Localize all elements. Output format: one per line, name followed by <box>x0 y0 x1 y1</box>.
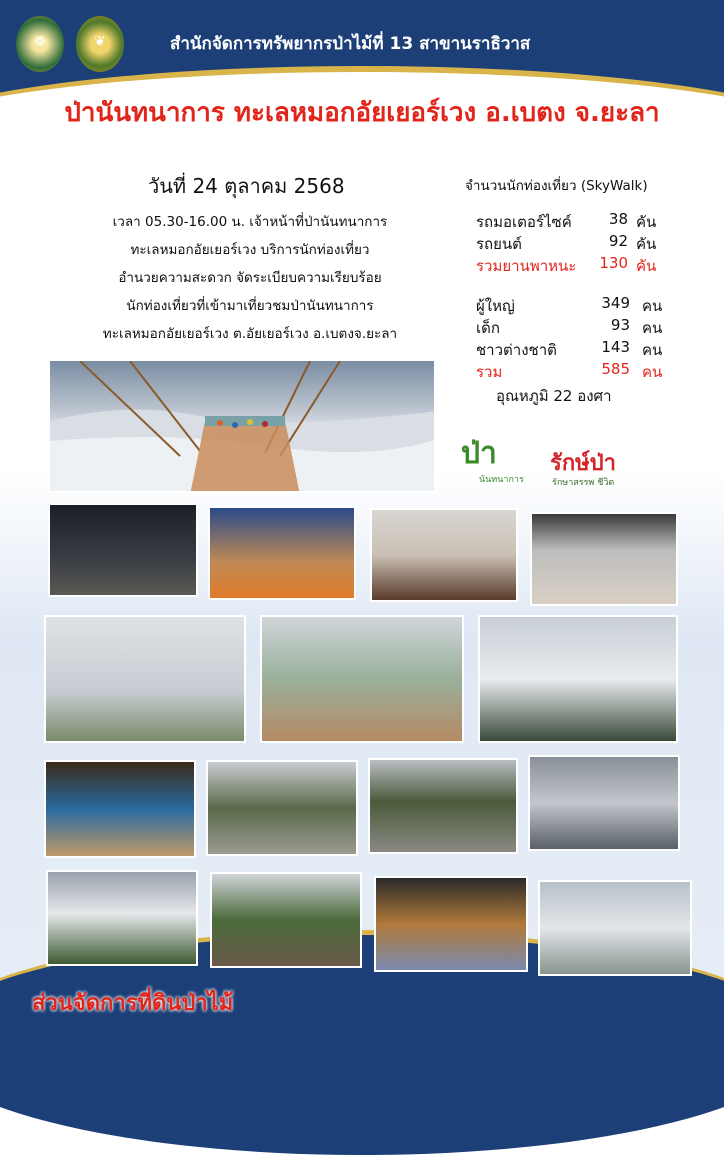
stat-value: 92 <box>608 232 628 250</box>
description-line: เวลา 05.30-16.00 น. เจ้าหน้าที่ป่านันทนาการ <box>112 214 388 230</box>
description-line: ทะเลหมอกอัยเยอร์เวง บริการนักท่องเที่ยว <box>130 242 370 258</box>
park-logo-subtext: นันทนาการ <box>479 475 524 485</box>
page-title: ป่านันทนาการ ทะเลหมอกอัยเยอร์เวง อ.เบตง จ.ยะลา <box>64 98 660 128</box>
stat-total-unit: คน <box>642 363 663 381</box>
stat-value: 93 <box>610 316 630 334</box>
foggy-platform-photo <box>538 880 692 976</box>
stat-total-value: 130 <box>599 254 628 272</box>
observation-tower-photo <box>44 615 246 743</box>
royal-forest-department-logo: ☸ <box>16 16 64 72</box>
walkway-entrance-photo <box>210 872 362 968</box>
exhibit-room-photo <box>44 760 196 858</box>
stat-value: 349 <box>601 294 630 312</box>
footer-department-name: ส่วนจัดการที่ดินป่าไม้ <box>32 991 234 1016</box>
skywalk-photo <box>48 359 436 493</box>
stat-label: ชาวต่างชาติ <box>476 341 557 359</box>
organization-name: สำนักจัดการทรัพยากรป่าไม้ที่ 13 สาขานราธิวาส <box>170 34 531 54</box>
save-forest-logo-subtext: รักษาสรรพ ชีวิต <box>552 478 615 488</box>
stat-value: 143 <box>601 338 630 356</box>
skywalk-visitors-photo <box>260 615 464 743</box>
gate-turnstile-photo <box>374 876 528 972</box>
description-line: อำนวยความสะดวก จัดระเบียบความเรียบร้อย <box>118 270 382 286</box>
night-parking-photo <box>48 503 198 597</box>
stat-unit: คน <box>642 297 663 315</box>
stat-label: ผู้ใหญ่ <box>476 297 515 315</box>
sea-of-mist-photo <box>528 755 680 851</box>
description-line: ทะเลหมอกอัยเยอร์เวง ต.อัยเยอร์เวง อ.เบตงจ.ยะลา <box>102 326 398 342</box>
stat-label: เด็ก <box>476 319 500 337</box>
header-curve <box>0 66 724 222</box>
description-line: นักท่องเที่ยวที่เข้ามาเที่ยวชมป่านันทนาการ <box>126 298 374 314</box>
forest-office-emblem: ❦ <box>76 16 124 72</box>
stat-unit: คัน <box>636 235 657 253</box>
building-parking-photo <box>206 760 358 856</box>
stat-label: รถมอเตอร์ไซค์ <box>476 213 572 231</box>
tram-visitors-photo <box>208 506 356 600</box>
stat-total-label: รวม <box>476 363 503 381</box>
car-park-photo <box>368 758 518 854</box>
stat-total-label: รวมยานพาหนะ <box>476 257 577 275</box>
fog-tower-photo <box>478 615 678 743</box>
report-date: วันที่ 24 ตุลาคม 2568 <box>148 174 345 198</box>
temperature: อุณหภูมิ 22 องศา <box>496 387 612 405</box>
save-forest-logo-text: รักษ์ป่า <box>550 451 616 476</box>
stat-unit: คน <box>642 341 663 359</box>
stat-total-unit: คัน <box>636 257 657 275</box>
rest-area-photo <box>530 512 678 606</box>
stat-label: รถยนต์ <box>476 235 522 253</box>
mist-valley-skywalk-photo <box>46 870 198 966</box>
stat-total-value: 585 <box>601 360 630 378</box>
service-counter-photo <box>370 508 518 602</box>
park-logo-text: ป่า <box>461 436 497 471</box>
stat-value: 38 <box>608 210 628 228</box>
save-forest-logo <box>550 445 680 495</box>
visitor-stats-heading: จำนวนนักท่องเที่ยว (SkyWalk) <box>465 178 648 194</box>
stat-unit: คน <box>642 319 663 337</box>
stat-unit: คัน <box>636 213 657 231</box>
